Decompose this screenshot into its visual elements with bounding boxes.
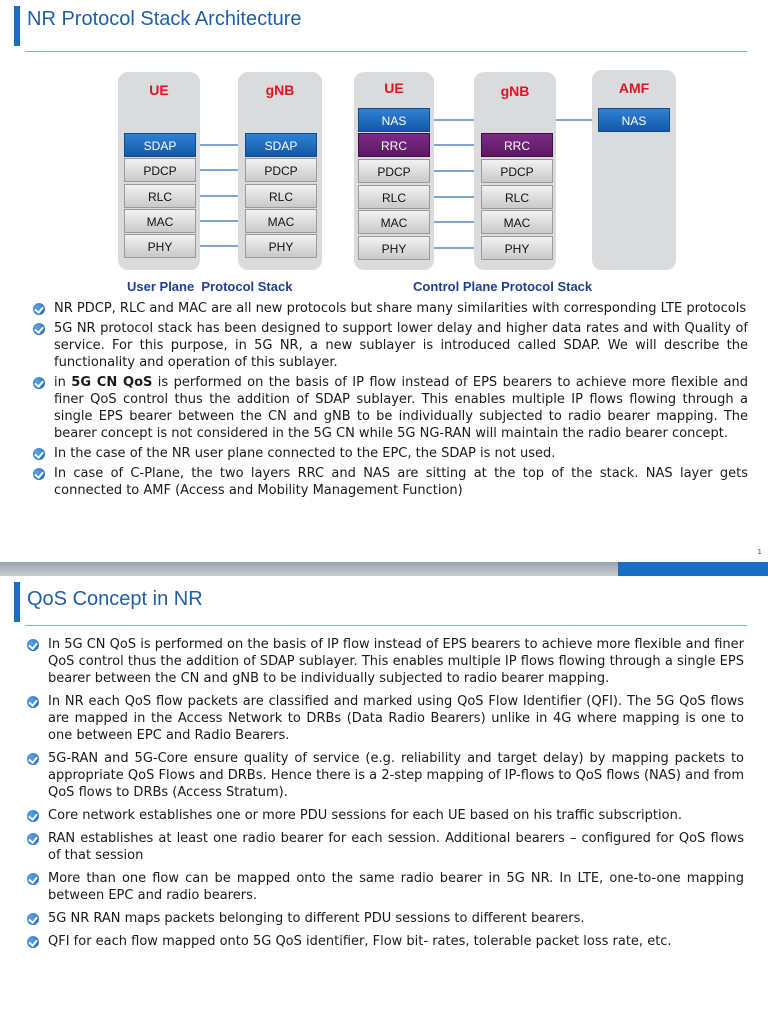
slide-separator — [0, 562, 768, 576]
up-ue-mac: MAC — [124, 209, 196, 233]
user-plane-caption: User Plane Protocol Stack — [127, 279, 293, 294]
cp-gnb-mac: MAC — [481, 210, 553, 234]
slide2-bullet-list — [24, 636, 744, 956]
slide1-bullet-list — [30, 300, 748, 502]
check-bullet-icon — [27, 833, 39, 845]
amf-nas: NAS — [598, 108, 670, 132]
list-item: 5G NR protocol stack has been designed to support lower delay and higher data rates and with Quality of service. For this purpose, in 5G NR, a new sublayer is introduced called SDAP. We will describe the functionality and operation of this sublayer. — [30, 320, 748, 371]
list-item: 5G NR RAN maps packets belonging to different PDU sessions to different bearers. — [24, 910, 744, 927]
up-gnb-phy: PHY — [245, 234, 317, 258]
list-item: RAN establishes at least one radio bearer for each session. Additional bearers – configured for QoS flows of that session — [24, 830, 744, 864]
check-bullet-icon — [33, 323, 45, 335]
amf-label: AMF — [618, 80, 650, 96]
cp-gnb-label: gNB — [500, 83, 530, 99]
list-item: QFI for each flow mapped onto 5G QoS identifier, Flow bit- rates, tolerable packet loss rate, etc. — [24, 933, 744, 950]
title-accent-bar — [14, 582, 20, 622]
cp-ue-mac: MAC — [358, 210, 430, 234]
list-item: In 5G CN QoS is performed on the basis of IP flow instead of EPS bearers to achieve more flexible and finer QoS control thus the addition of SDAP sublayer. This enables multiple IP flows flowing through a single EPS bearer between the CN and gNB to be individually subjected to radio bearer mapping. — [24, 636, 744, 687]
check-bullet-icon — [33, 468, 45, 480]
cp-gnb-phy: PHY — [481, 236, 553, 260]
separator-accent — [618, 562, 768, 576]
list-item: 5G-RAN and 5G-Core ensure quality of service (e.g. reliability and target delay) by mapping packets to appropriate QoS Flows and DRBs. Hence there is a 2-step mapping of IP-flows to QoS flows (NAS) and from QoS flows to DRBs (Access Stratum). — [24, 750, 744, 801]
check-bullet-icon — [33, 303, 45, 315]
up-ue-sdap: SDAP — [124, 133, 196, 157]
up-ue-pdcp: PDCP — [124, 158, 196, 182]
check-bullet-icon — [33, 377, 45, 389]
up-ue-rlc: RLC — [124, 184, 196, 208]
up-ue-phy: PHY — [124, 234, 196, 258]
list-item: NR PDCP, RLC and MAC are all new protocols but share many similarities with corresponding LTE protocols — [30, 300, 748, 317]
slide-title: QoS Concept in NR — [27, 588, 203, 610]
check-bullet-icon — [27, 753, 39, 765]
cp-gnb-rrc: RRC — [481, 133, 553, 157]
check-bullet-icon — [33, 448, 45, 460]
up-gnb-pdcp: PDCP — [245, 158, 317, 182]
slide-qos-concept — [0, 576, 768, 1024]
check-bullet-icon — [27, 913, 39, 925]
list-item: Core network establishes one or more PDU sessions for each UE based on his traffic subscription. — [24, 807, 744, 824]
list-item: In the case of the NR user plane connected to the EPC, the SDAP is not used. — [30, 445, 748, 462]
cp-ue-phy: PHY — [358, 236, 430, 260]
title-underline — [25, 625, 747, 626]
check-bullet-icon — [27, 696, 39, 708]
list-item: In NR each QoS flow packets are classified and marked using QoS Flow Identifier (QFI). The 5G QoS flows are mapped in the Access Network to DRBs (Data Radio Bearers) unlike in 4G where mapping is one to one between EPC and Radio Bearers. — [24, 693, 744, 744]
page-number: 1 — [757, 548, 762, 556]
up-gnb-mac: MAC — [245, 209, 317, 233]
amf-panel — [592, 70, 676, 270]
control-plane-caption: Control Plane Protocol Stack — [413, 279, 593, 294]
check-bullet-icon — [27, 810, 39, 822]
cp-gnb-pdcp: PDCP — [481, 159, 553, 183]
list-item: in 5G CN QoS is performed on the basis of IP flow instead of EPS bearers to achieve more flexible and finer QoS control thus the addition of SDAP sublayer. This enables multiple IP flows flowing through a single EPS bearer between the CN and gNB to be individually subjected to radio bearer mapping. The bearer concept is not considered in the 5G CN while 5G NG-RAN will maintain the radio bearer concept. — [30, 374, 748, 442]
list-item: More than one flow can be mapped onto the same radio bearer in 5G NR. In LTE, one-to-one mapping between EPC and radio bearers. — [24, 870, 744, 904]
list-item: In case of C-Plane, the two layers RRC and NAS are sitting at the top of the stack. NAS layer gets connected to AMF (Access and Mobility Management Function) — [30, 465, 748, 499]
cp-ue-nas: NAS — [358, 108, 430, 132]
cp-ue-rrc: RRC — [358, 133, 430, 157]
cp-ue-pdcp: PDCP — [358, 159, 430, 183]
check-bullet-icon — [27, 936, 39, 948]
check-bullet-icon — [27, 639, 39, 651]
cp-gnb-rlc: RLC — [481, 185, 553, 209]
up-gnb-label: gNB — [265, 82, 295, 98]
up-ue-label: UE — [149, 82, 169, 98]
up-gnb-sdap: SDAP — [245, 133, 317, 157]
check-bullet-icon — [27, 873, 39, 885]
cp-ue-rlc: RLC — [358, 185, 430, 209]
cp-ue-label: UE — [384, 80, 404, 96]
bold-term: 5G CN QoS — [71, 375, 153, 390]
slide-title: NR Protocol Stack Architecture — [27, 8, 302, 30]
up-gnb-rlc: RLC — [245, 184, 317, 208]
